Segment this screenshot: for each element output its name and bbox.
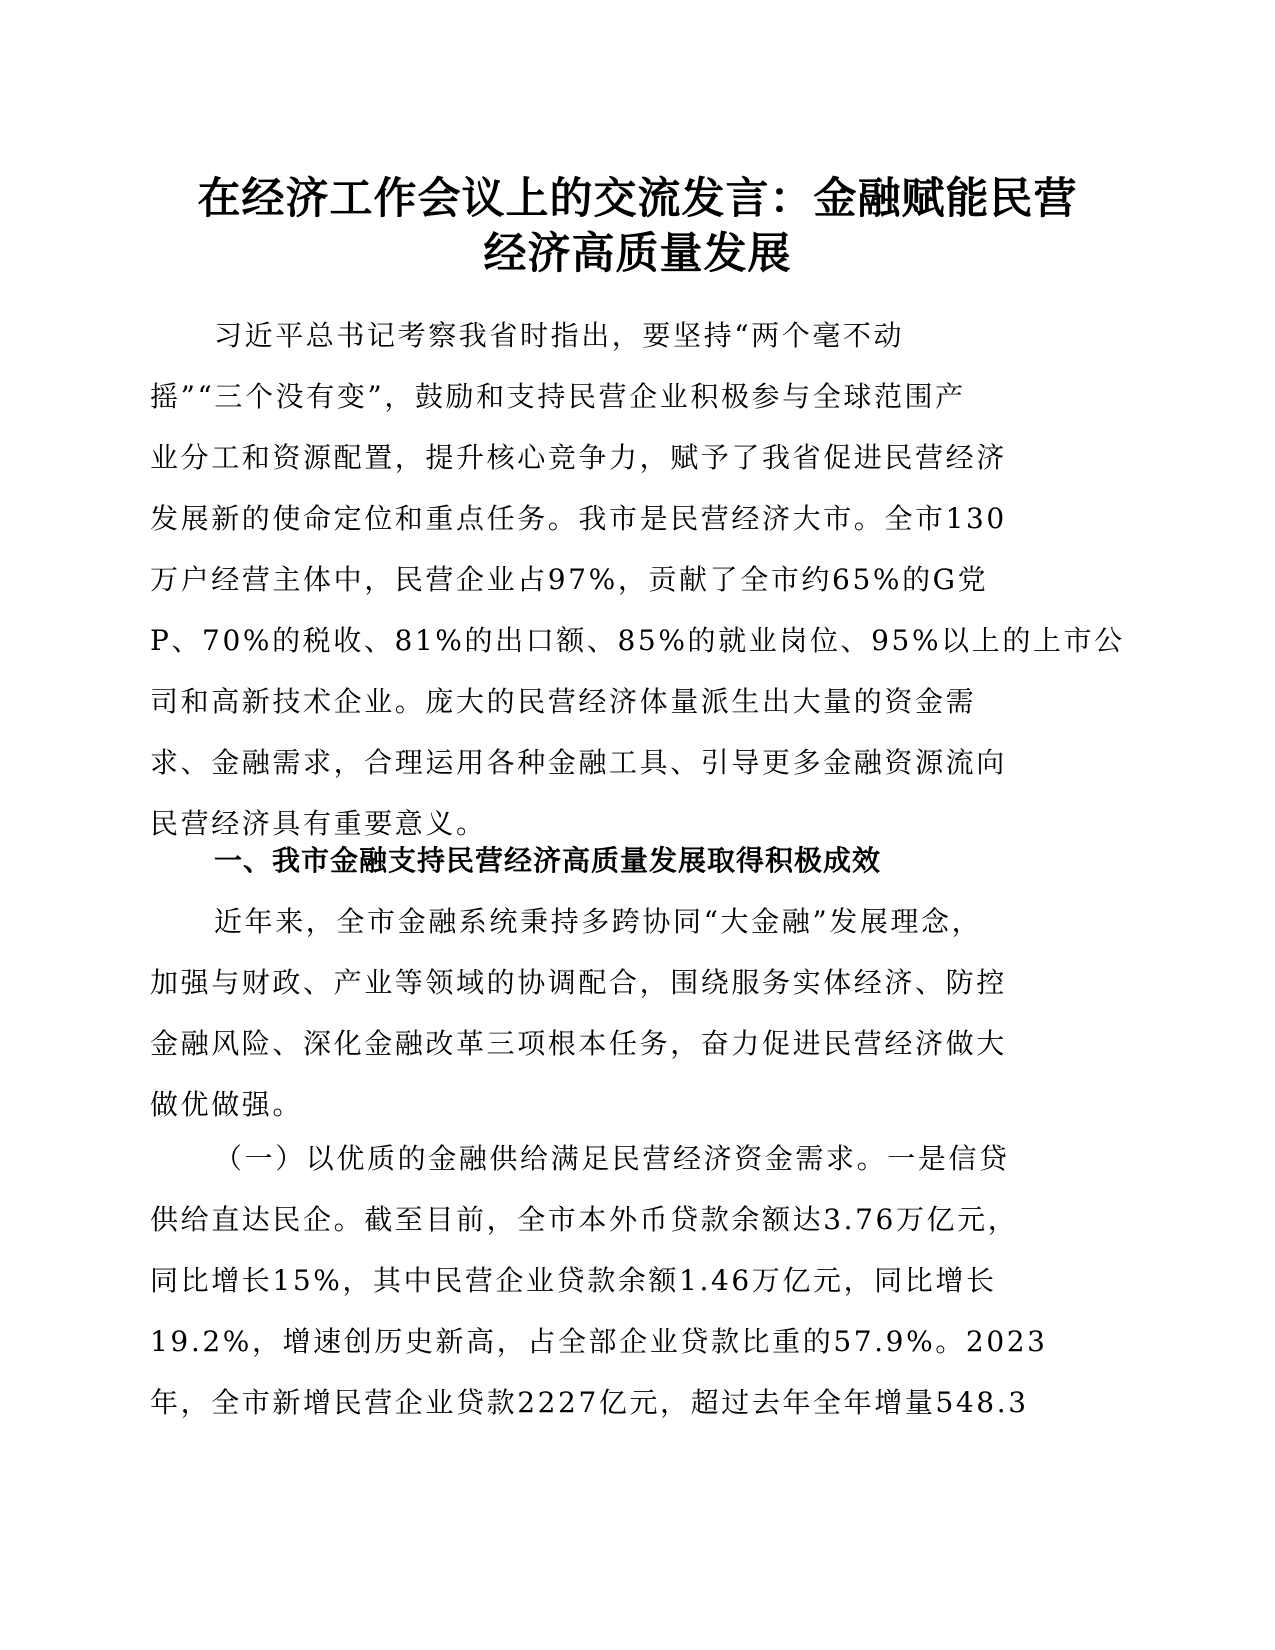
text-line: 民营经济具有重要意义。 [150,807,487,840]
text-line: 习近平总书记考察我省时指出，要坚持“两个毫不动 [214,319,905,352]
text-line: 业分工和资源配置，提升核心竞争力，赋予了我省促进民营经济 [150,441,1007,474]
text-line: 同比增长15%，其中民营企业贷款余额1.46万亿元，同比增长 [150,1264,997,1297]
text-line: 司和高新技术企业。庞大的民营经济体量派生出大量的资金需 [150,685,977,718]
section-heading: 一、我市金融支持民营经济高质量发展取得积极成效 [214,844,882,877]
paragraph-intro [150,305,1125,854]
text-line: 19.2%，增速创历史新高，占全部企业贷款比重的57.9%。2023 [150,1325,1048,1358]
text-line: 摇”“三个没有变”，鼓励和支持民营企业积极参与全球范围产 [150,380,966,413]
text-line: 发展新的使命定位和重点任务。我市是民营经济大市。全市130 [150,502,1007,535]
title-line-1: 在经济工作会议上的交流发言：金融赋能民营 [197,174,1078,224]
title-line-2: 经济高质量发展 [483,229,792,279]
text-line: 做优做强。 [150,1088,304,1121]
text-line: 加强与财政、产业等领域的协调配合，围绕服务实体经济、防控 [150,966,1007,999]
text-line: 供给直达民企。截至目前，全市本外币贷款余额达3.76万亿元， [150,1203,1019,1236]
text-line: P、70%的税收、81%的出口额、85%的就业岗位、95%以上的上市公 [150,624,1125,657]
document-title [150,172,1125,282]
text-line: 年，全市新增民营企业贷款2227亿元，超过去年全年增量548.3 [150,1386,1029,1419]
text-line: （一）以优质的金融供给满足民营经济资金需求。一是信贷 [214,1142,1010,1175]
text-line: 万户经营主体中，民营企业占97%，贡献了全市约65%的G党 [150,563,989,596]
paragraph-credit-supply [150,1128,1090,1433]
text-line: 近年来，全市金融系统秉持多跨协同“大金融”发展理念， [214,905,983,938]
text-line: 求、金融需求，合理运用各种金融工具、引导更多金融资源流向 [150,746,1007,779]
paragraph-overview [150,891,1090,1135]
text-line: 金融风险、深化金融改革三项根本任务，奋力促进民营经济做大 [150,1027,1007,1060]
